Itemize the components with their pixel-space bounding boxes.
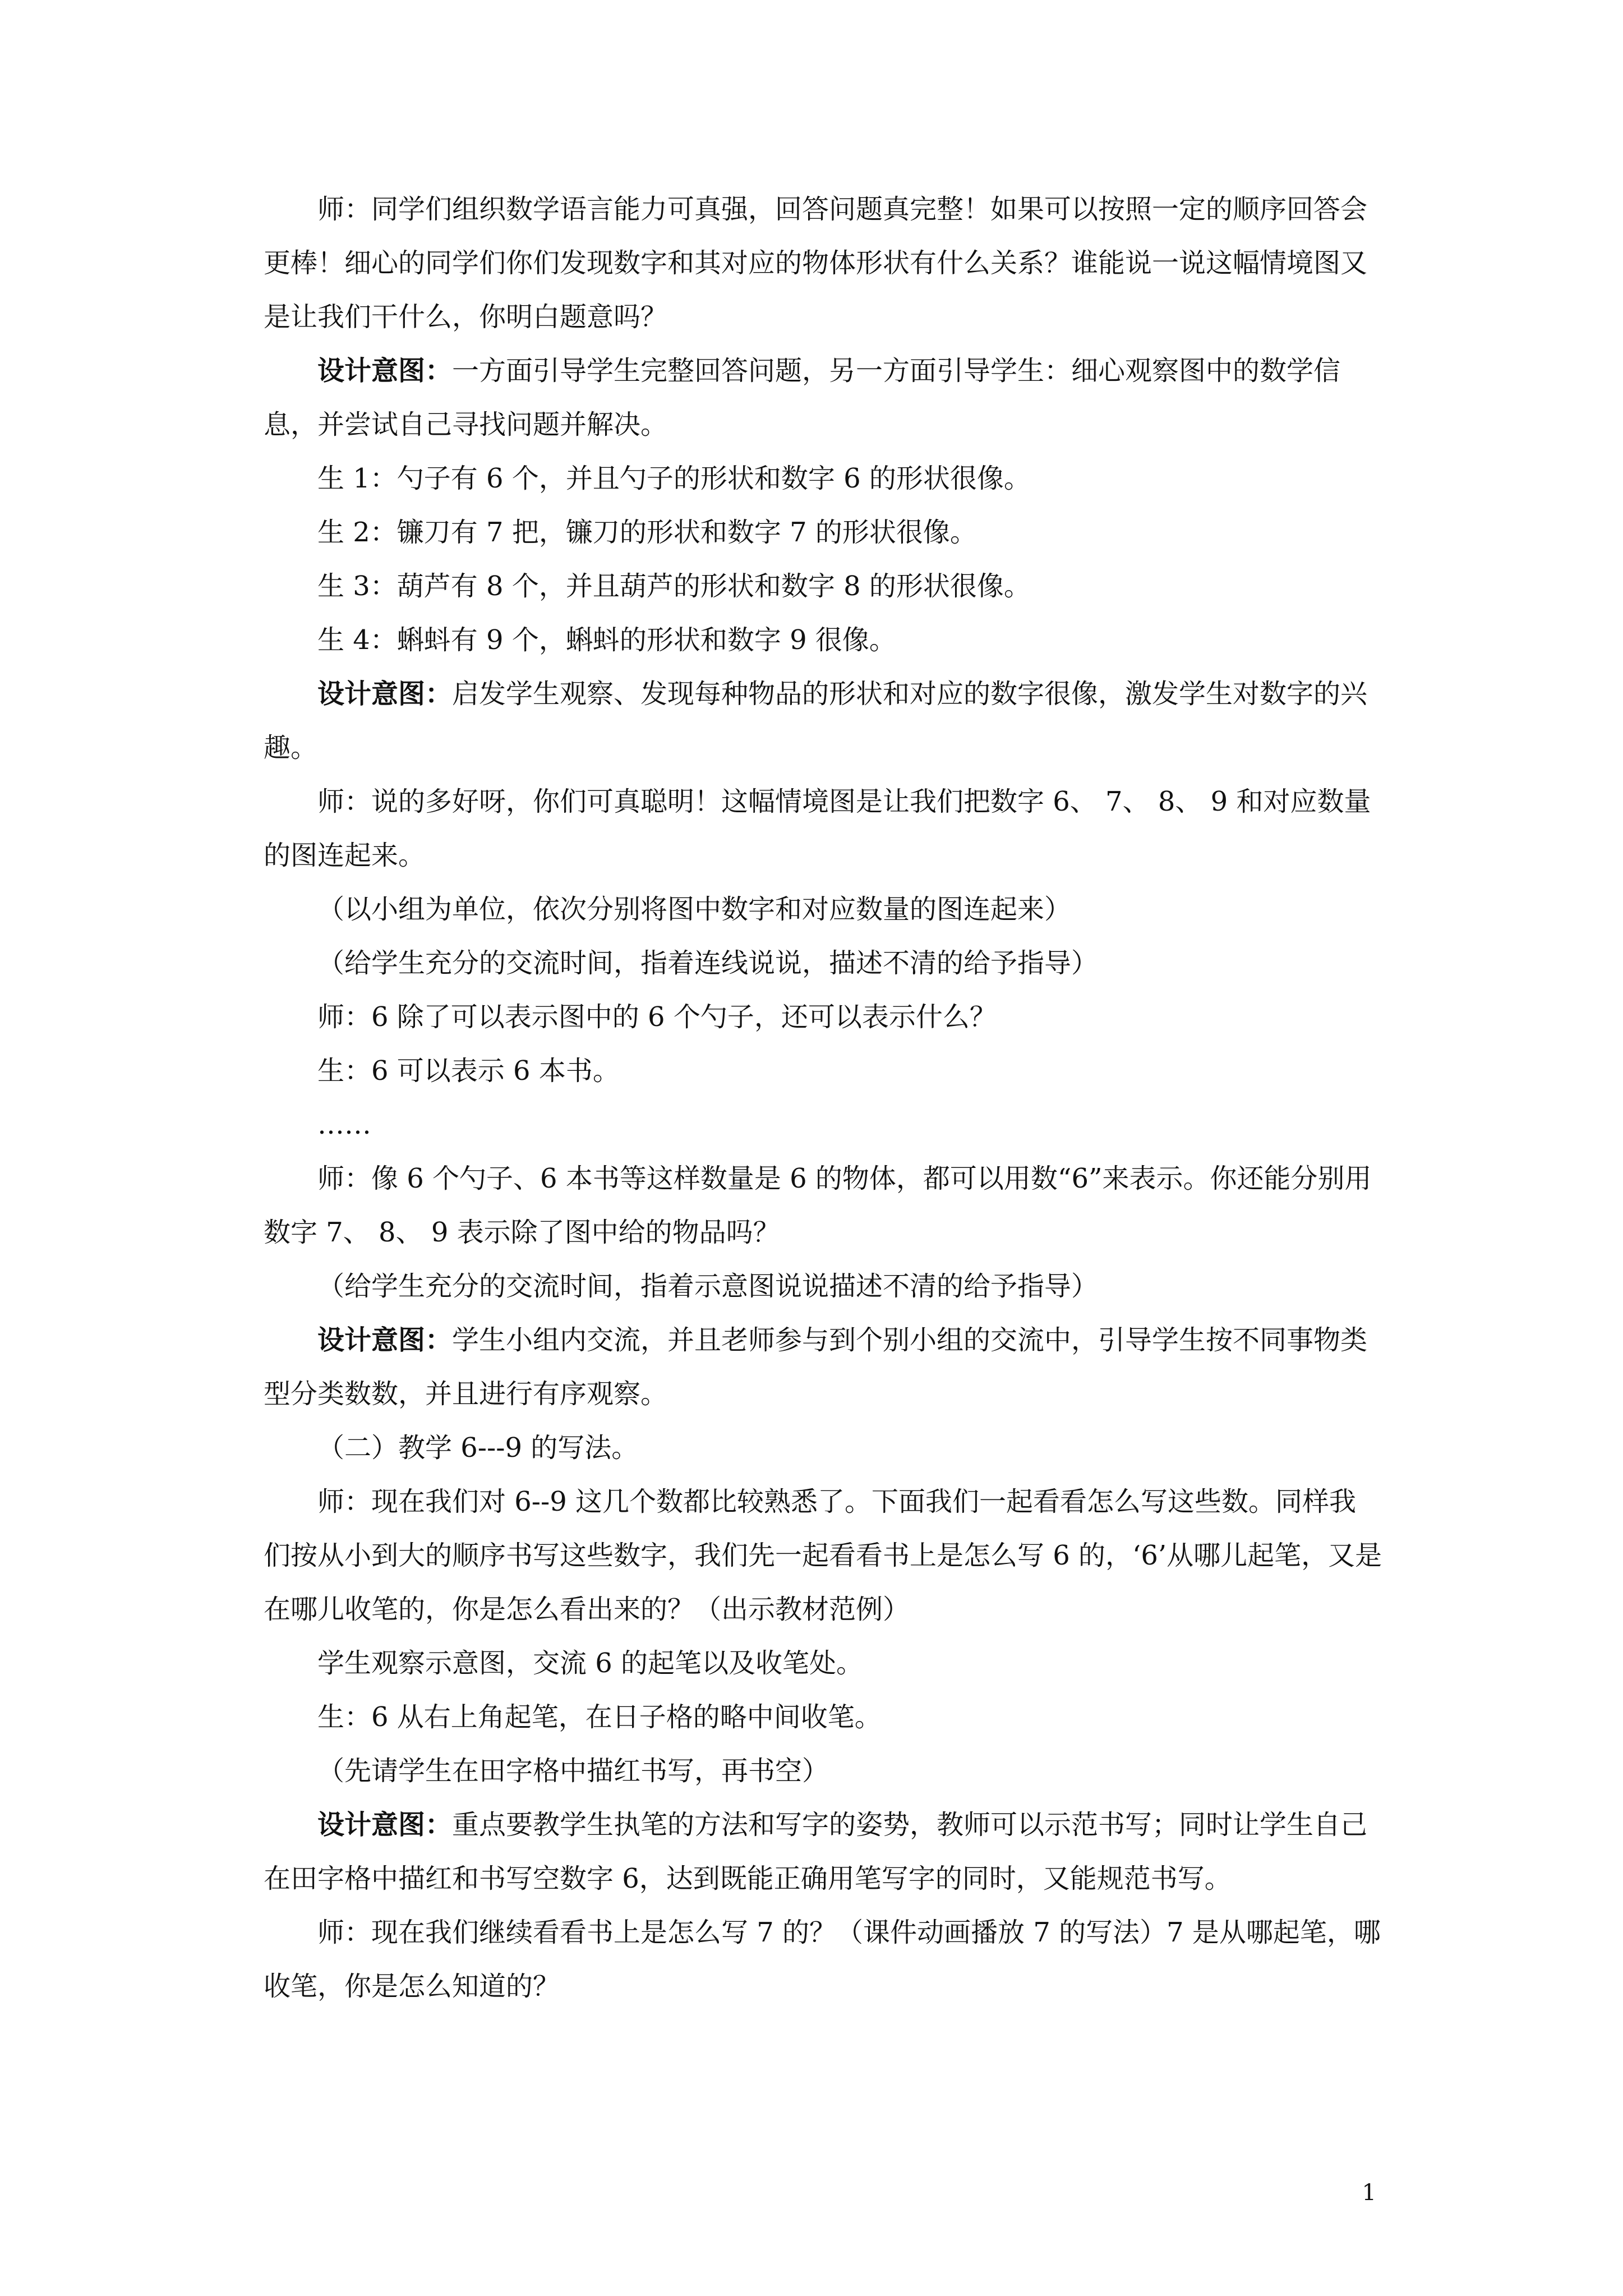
paragraph-text: 师：同学们组织数学语言能力可真强，回答问题真完整！如果可以按照一定的顺序回答会更棒！细心的同学们你们发现数字和其对应的物体形状有什么关系？谁能说一说这幅情境图又是让我们干什么，你明白题意吗？: [264, 194, 1368, 333]
paragraph-text: 生 3：葫芦有 8 个，并且葫芦的形状和数字 8 的形状很像。: [317, 570, 1031, 602]
section-heading: （二）教学 6---9 的写法。: [317, 1432, 639, 1464]
paragraph-15: [264, 1259, 1382, 1313]
paragraph-text: 师：现在我们对 6--9 这几个数都比较熟悉了。下面我们一起看看怎么写这些数。同样我们按从小到大的顺序书写这些数字，我们先一起看看书上是怎么写 6 的，‘6’从哪儿起笔，又是在哪儿收笔的，你是怎么看出来的？（出示教材范例）: [264, 1486, 1382, 1625]
paragraph-1: [264, 182, 1382, 344]
paragraph-2: [264, 344, 1382, 452]
paragraph-12: [264, 1044, 1382, 1098]
paragraph-text: 师：说的多好呀，你们可真聪明！这幅情境图是让我们把数字 6、 7、 8、 9 和对应数量的图连起来。: [264, 786, 1371, 871]
paragraph-18: [264, 1475, 1382, 1636]
paragraph-11: [264, 990, 1382, 1044]
paragraph-text: （以小组为单位，依次分别将图中数字和对应数量的图连起来）: [317, 894, 1072, 925]
paragraph-21: [264, 1744, 1382, 1798]
paragraph-6: [264, 613, 1382, 667]
paragraph-text: 生：6 从右上角起笔，在日子格的略中间收笔。: [317, 1701, 882, 1733]
paragraph-text: 生 2：镰刀有 7 把，镰刀的形状和数字 7 的形状很像。: [317, 517, 977, 548]
paragraph-text: 一方面引导学生完整回答问题，另一方面引导学生：细心观察图中的数学信息，并尝试自己寻找问题并解决。: [264, 355, 1341, 440]
paragraph-text: 师：现在我们继续看看书上是怎么写 7 的？（课件动画播放 7 的写法）7 是从哪起笔，哪收笔，你是怎么知道的？: [264, 1917, 1381, 2002]
paragraph-3: [264, 452, 1382, 505]
paragraph-text: ……: [317, 1109, 371, 1140]
design-intent-label: 设计意图：: [317, 678, 453, 710]
paragraph-text: 师：像 6 个勺子、6 本书等这样数量是 6 的物体，都可以用数“6”来表示。你还能分别用数字 7、 8、 9 表示除了图中给的物品吗？: [264, 1163, 1372, 1248]
paragraph-20: [264, 1690, 1382, 1744]
paragraph-text: （先请学生在田字格中描红书写，再书空）: [317, 1755, 829, 1787]
paragraph-text: （给学生充分的交流时间，指着连线说说，描述不清的给予指导）: [317, 947, 1099, 979]
paragraph-8: [264, 775, 1382, 882]
paragraph-4: [264, 505, 1382, 559]
paragraph-text: 学生观察示意图，交流 6 的起笔以及收笔处。: [317, 1648, 864, 1679]
design-intent-label: 设计意图：: [317, 355, 453, 386]
paragraph-text: 生：6 可以表示 6 本书。: [317, 1055, 620, 1087]
paragraph-17: [264, 1421, 1382, 1475]
paragraph-text: 生 1：勺子有 6 个，并且勺子的形状和数字 6 的形状很像。: [317, 463, 1031, 494]
paragraph-text: （给学生充分的交流时间，指着示意图说说描述不清的给予指导）: [317, 1271, 1099, 1302]
paragraph-text: 学生小组内交流，并且老师参与到个别小组的交流中，引导学生按不同事物类型分类数数，并且进行有序观察。: [264, 1324, 1368, 1410]
paragraph-10: [264, 936, 1382, 990]
design-intent-label: 设计意图：: [317, 1324, 453, 1356]
paragraph-5: [264, 559, 1382, 613]
paragraph-9: [264, 882, 1382, 936]
document-body: [264, 182, 1382, 2013]
paragraph-text: 重点要教学生执笔的方法和写字的姿势，教师可以示范书写；同时让学生自己在田字格中描红和书写空数字 6，达到既能正确用笔写字的同时，又能规范书写。: [264, 1809, 1368, 1894]
paragraph-7: [264, 667, 1382, 775]
design-intent-label: 设计意图：: [317, 1809, 453, 1841]
paragraph-text: 启发学生观察、发现每种物品的形状和对应的数字很像，激发学生对数字的兴趣。: [264, 678, 1368, 763]
paragraph-text: 生 4：蝌蚪有 9 个，蝌蚪的形状和数字 9 很像。: [317, 624, 896, 656]
paragraph-13: [264, 1098, 1382, 1152]
paragraph-16: [264, 1313, 1382, 1421]
paragraph-19: [264, 1636, 1382, 1690]
paragraph-14: [264, 1152, 1382, 1259]
page-number: 1: [1362, 2180, 1376, 2206]
paragraph-text: 师：6 除了可以表示图中的 6 个勺子，还可以表示什么？: [317, 1001, 997, 1033]
paragraph-22: [264, 1798, 1382, 1906]
paragraph-23: [264, 1906, 1382, 2013]
